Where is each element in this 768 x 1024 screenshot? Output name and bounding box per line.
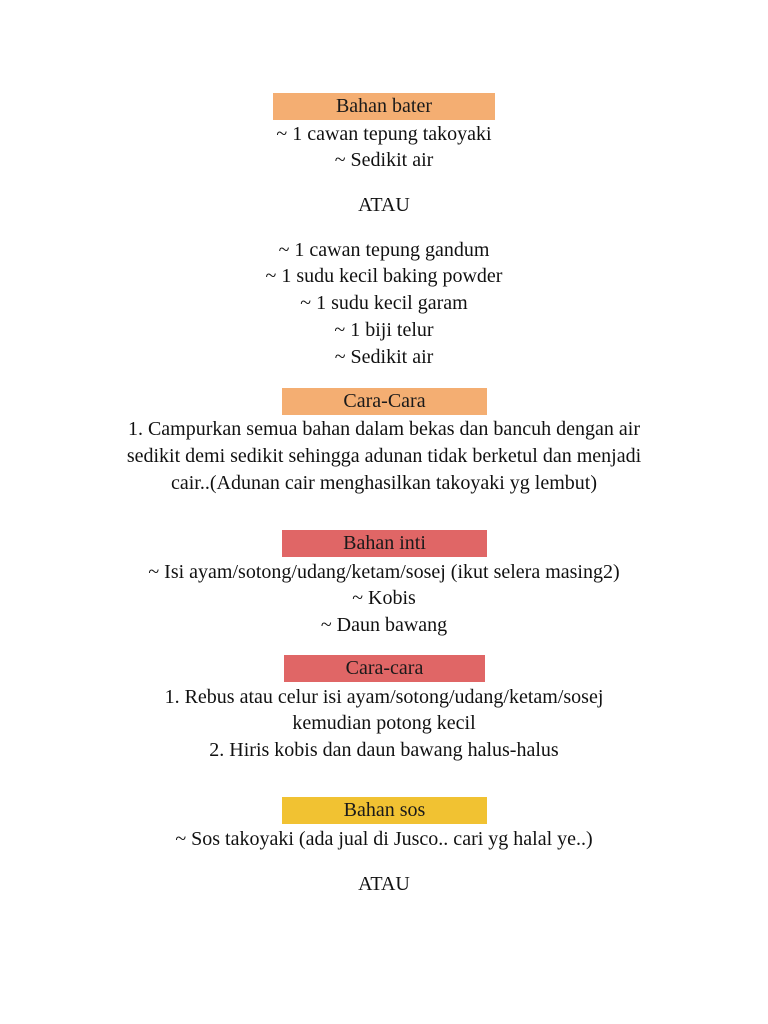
heading-bahan-inti: Bahan inti bbox=[282, 530, 487, 557]
step-line: cair..(Adunan cair menghasilkan takoyaki yg lembut) bbox=[171, 472, 597, 494]
ingredient-line: ~ 1 sudu kecil garam bbox=[300, 292, 468, 314]
step-line: 1. Campurkan semua bahan dalam bekas dan bancuh dengan air bbox=[127, 418, 641, 440]
heading-bahan-bater: Bahan bater bbox=[273, 93, 495, 120]
ingredient-line: ~ 1 biji telur bbox=[334, 319, 434, 341]
ingredient-line: ~ 1 cawan tepung gandum bbox=[278, 239, 490, 261]
step-line: kemudian potong kecil bbox=[292, 712, 476, 734]
step-line: 2. Hiris kobis dan daun bawang halus-halus bbox=[209, 739, 559, 761]
ingredient-line: ~ Sos takoyaki (ada jual di Jusco.. cari yg halal ye..) bbox=[175, 828, 593, 850]
or-separator: ATAU bbox=[358, 873, 410, 895]
heading-cara-bater: Cara-Cara bbox=[282, 388, 487, 415]
ingredient-line: ~ Sedikit air bbox=[334, 346, 434, 368]
step-line: 1. Rebus atau celur isi ayam/sotong/udang/ketam/sosej bbox=[164, 686, 604, 708]
step-line: sedikit demi sedikit sehingga adunan tidak berketul dan menjadi bbox=[126, 445, 642, 467]
ingredient-line: ~ Isi ayam/sotong/udang/ketam/sosej (ikut selera masing2) bbox=[148, 561, 620, 583]
or-separator: ATAU bbox=[358, 194, 410, 216]
ingredient-line: ~ 1 cawan tepung takoyaki bbox=[276, 123, 492, 145]
ingredient-line: ~ Daun bawang bbox=[320, 614, 448, 636]
ingredient-line: ~ Kobis bbox=[352, 587, 416, 609]
heading-bahan-sos: Bahan sos bbox=[282, 797, 487, 824]
ingredient-line: ~ Sedikit air bbox=[334, 149, 434, 171]
ingredient-line: ~ 1 sudu kecil baking powder bbox=[265, 265, 503, 287]
heading-cara-inti: Cara-cara bbox=[284, 655, 485, 682]
